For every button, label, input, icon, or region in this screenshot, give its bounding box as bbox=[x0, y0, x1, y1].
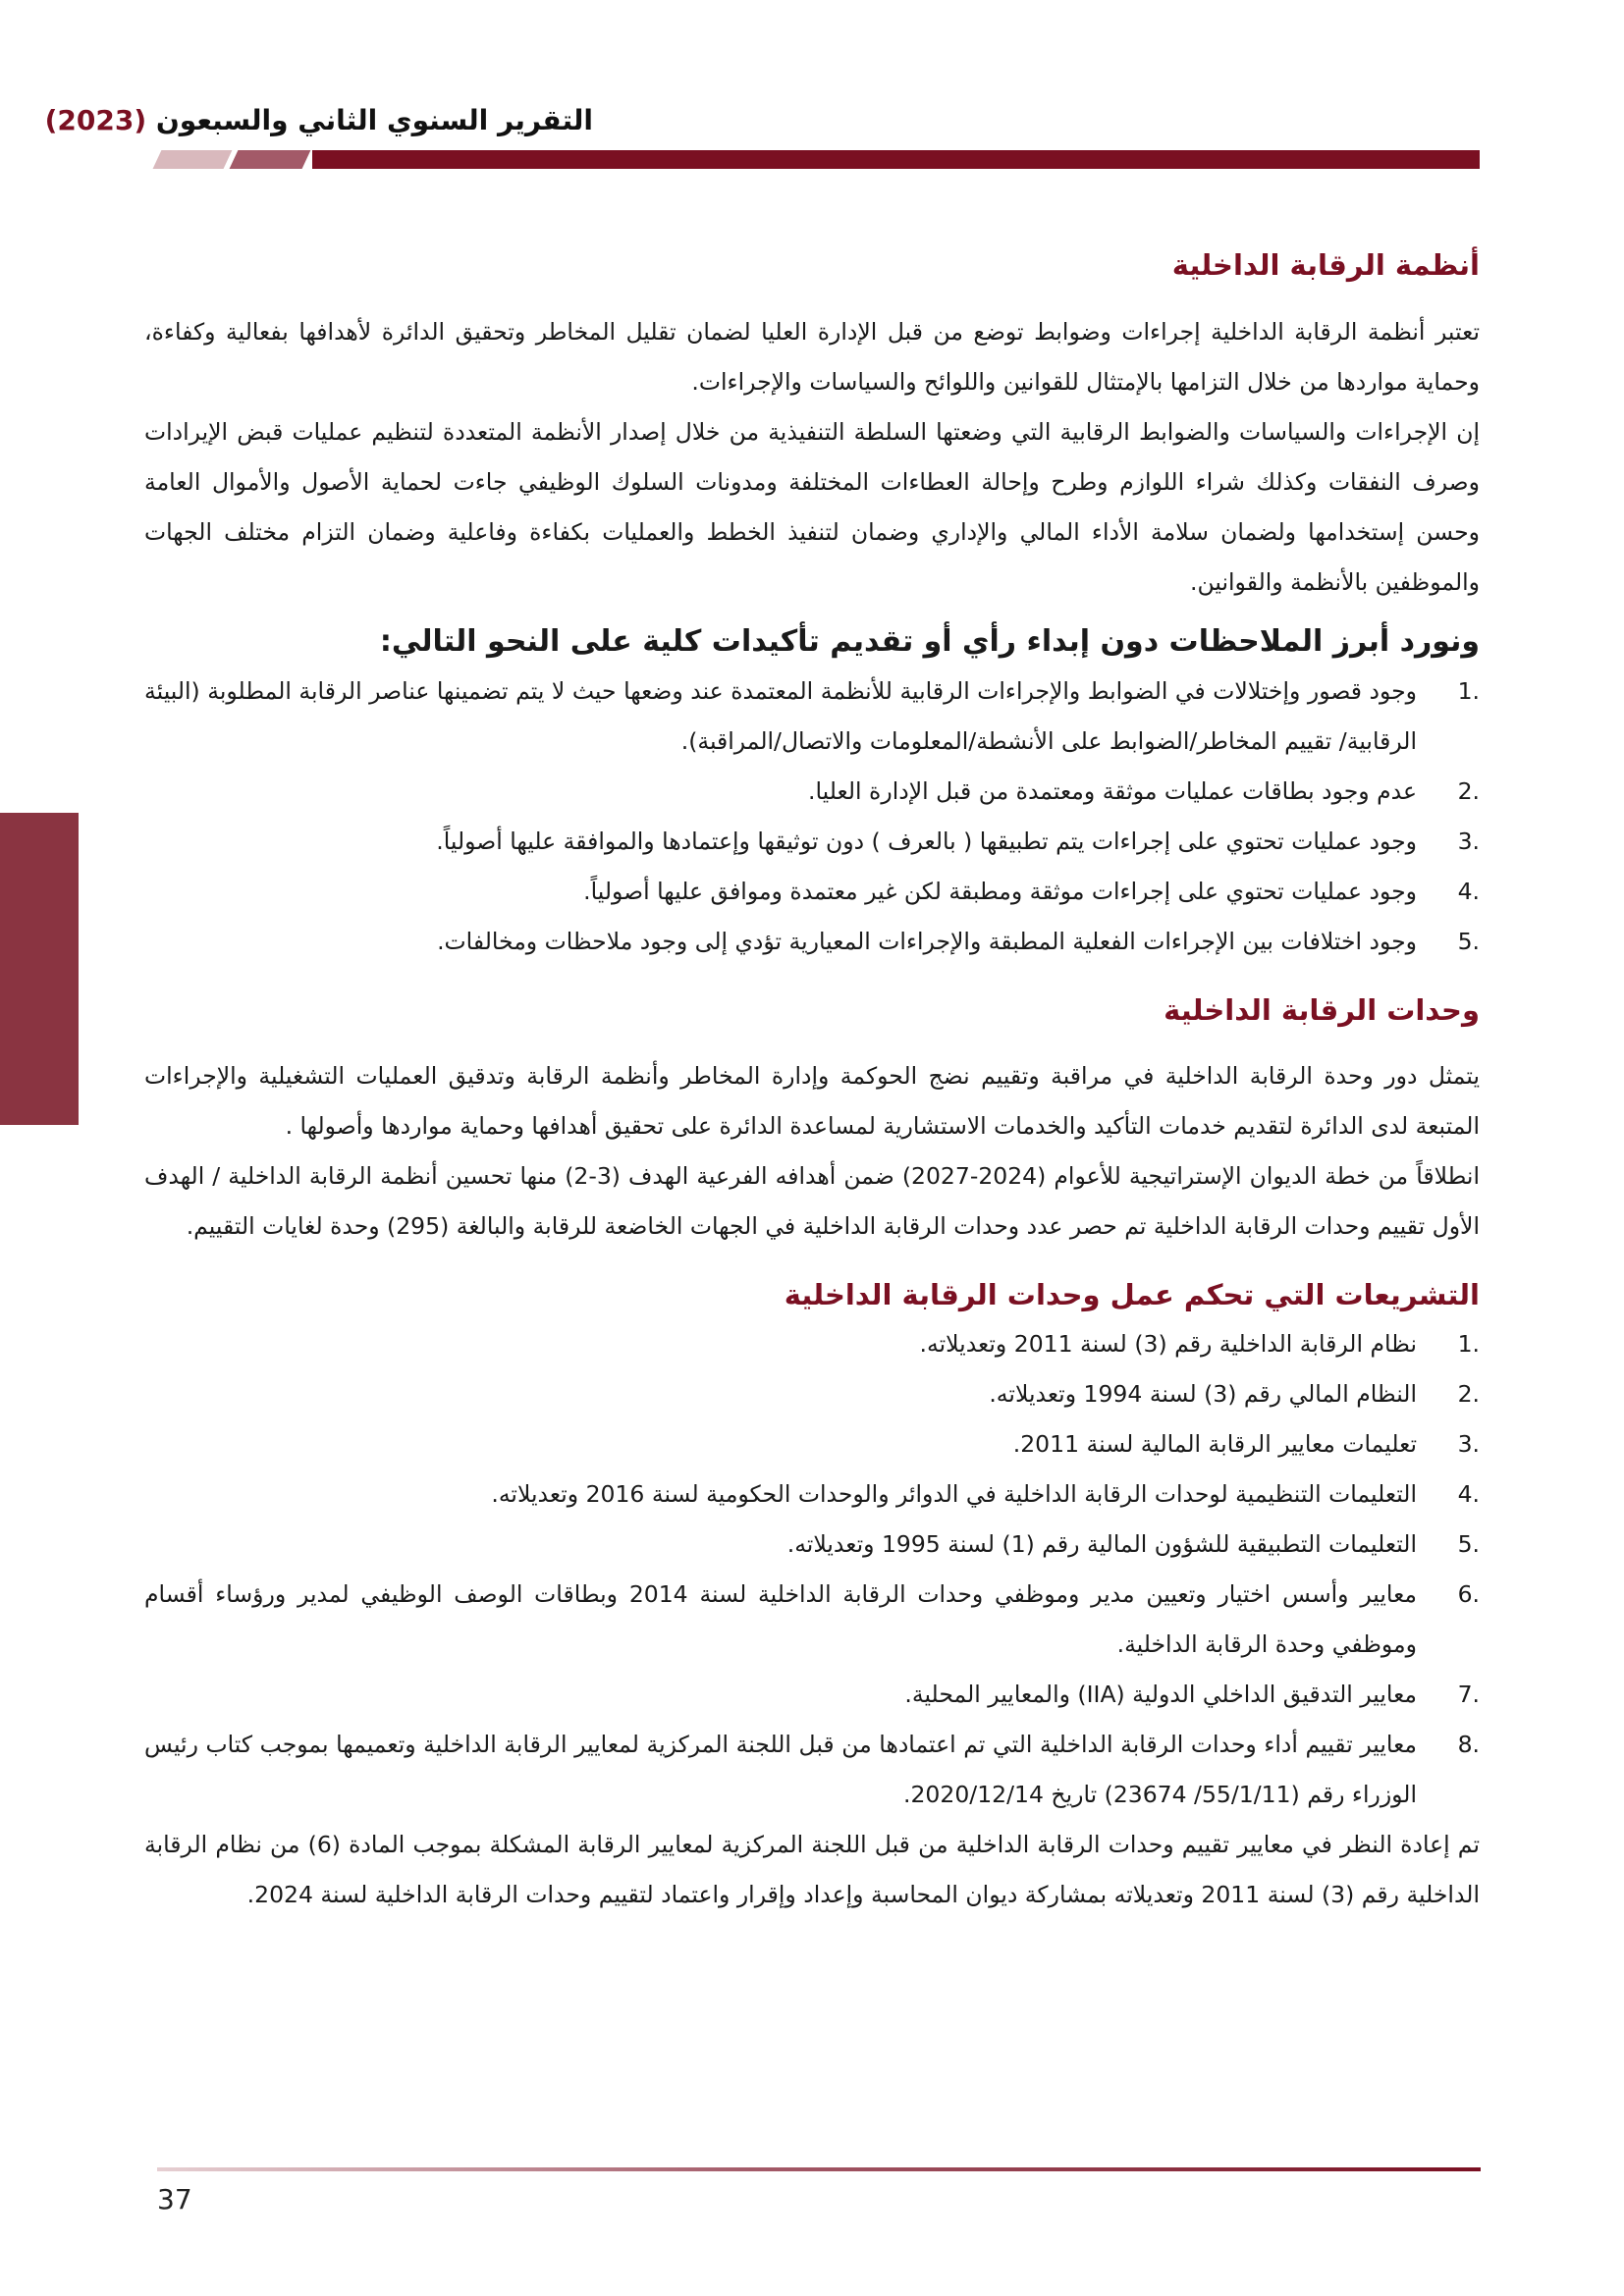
section-heading-internal-control-units: وحدات الرقابة الداخلية bbox=[1164, 992, 1480, 1027]
list-item-text: وجود قصور وإختلالات في الضوابط والإجراءات الرقابية للأنظمة المعتمدة عند وضعها حيث لا يتم تضمينها عناصر الرقابة المطلوبة (البيئة الرقابية/ تقييم المخاطر/الضوابط على الأنشطة/المعلومات والاتصال/المراقبة). bbox=[144, 676, 1417, 755]
list-item-text: عدم وجود بطاقات عمليات موثقة ومعتمدة من قبل الإدارة العليا. bbox=[808, 776, 1417, 805]
list-item-number: 5. bbox=[1457, 927, 1480, 955]
list-item bbox=[144, 667, 1480, 767]
main-content bbox=[144, 245, 1480, 1920]
list-item bbox=[144, 1419, 1480, 1469]
header-bar-light bbox=[153, 150, 233, 169]
list-item-number: 5. bbox=[1457, 1529, 1480, 1558]
list-item-number: 6. bbox=[1457, 1579, 1480, 1608]
report-year: (2023) bbox=[44, 104, 147, 136]
list-item-text: تعليمات معايير الرقابة المالية لسنة 2011. bbox=[1012, 1429, 1417, 1458]
list-item-text: وجود عمليات تحتوي على إجراءات موثقة ومطبقة لكن غير معتمدة وموافق عليها أصولياً. bbox=[583, 877, 1417, 905]
list-item-number: 4. bbox=[1457, 877, 1480, 905]
list-item bbox=[144, 1720, 1480, 1820]
list-item-number: 7. bbox=[1457, 1680, 1480, 1708]
paragraph: إن الإجراءات والسياسات والضوابط الرقابية التي وضعتها السلطة التنفيذية من خلال إصدار الأنظمة المتعددة لتنظيم عمليات قبض الإيرادات وصرف النفقات وكذلك شراء اللوازم وطرح وإحالة العطاءات المختلفة ومدونات السلوك الوظيفي جاءت لحماية الأصول والأموال العامة وحسن إستخدامها ولضمان سلامة الأداء المالي والإداري وضمان لتنفيذ الخطط والعمليات بكفاءة وفاعلية وضمان التزام مختلف الجهات والموظفين بالأنظمة والقوانين. bbox=[144, 417, 1480, 596]
section-heading-observations: ونورد أبرز الملاحظات دون إبداء رأي أو تقديم تأكيدات كلية على النحو التالي: bbox=[379, 623, 1480, 659]
paragraph: انطلاقاً من خطة الديوان الإستراتيجية للأعوام (2024-2027) ضمن أهدافه الفرعية الهدف (3-2) منها تحسين أنظمة الرقابة الداخلية / الهدف الأول تقييم وحدات الرقابة الداخلية تم حصر عدد وحدات الرقابة الداخلية في الجهات الخاضعة للرقابة والبالغة (295) وحدة لغايات التقييم. bbox=[144, 1162, 1480, 1241]
paragraph: يتمثل دور وحدة الرقابة الداخلية في مراقبة وتقييم نضج الحوكمة وإدارة المخاطر وأنظمة الرقابة وتدقيق العمليات التشغيلية والإجراءات المتبعة لدى الدائرة لتقديم خدمات التأكيد والخدمات الاستشارية لمساعدة الدائرة على تحقيق أهدافها وحماية مواردها وأصولها . bbox=[144, 1062, 1480, 1141]
list-item-text: التعليمات التنظيمية لوحدات الرقابة الداخلية في الدوائر والوحدات الحكومية لسنة 2016 وتعديلاته. bbox=[491, 1479, 1417, 1508]
paragraph: تم إعادة النظر في معايير تقييم وحدات الرقابة الداخلية من قبل اللجنة المركزية لمعايير الرقابة المشكلة بموجب المادة (6) من نظام الرقابة الداخلية رقم (3) لسنة 2011 وتعديلاته بمشاركة ديوان المحاسبة وإعداد وإقرار واعتماد لتقييم وحدات الرقابة الداخلية لسنة 2024. bbox=[144, 1830, 1480, 1908]
list-item-text: معايير تقييم أداء وحدات الرقابة الداخلية التي تم اعتمادها من قبل اللجنة المركزية لمعايير الرقابة الداخلية وتعميمها بموجب كتاب رئيس الوزراء رقم (55/1/11/ 23674) تاريخ 2020/12/14. bbox=[144, 1730, 1417, 1808]
list-item bbox=[144, 1319, 1480, 1369]
footer-divider bbox=[157, 2167, 1481, 2171]
list-item-text: النظام المالي رقم (3) لسنة 1994 وتعديلاته. bbox=[989, 1379, 1417, 1408]
section-heading-internal-control-systems: أنظمة الرقابة الداخلية bbox=[1171, 248, 1480, 282]
list-item-number: 3. bbox=[1457, 827, 1480, 855]
list-item-number: 1. bbox=[1457, 1329, 1480, 1358]
list-item bbox=[144, 1570, 1480, 1670]
list-item-number: 8. bbox=[1457, 1730, 1480, 1758]
page-number: 37 bbox=[157, 2183, 192, 2216]
header-bar-medium bbox=[230, 150, 311, 169]
list-item-text: معايير وأسس اختيار وتعيين مدير وموظفي وحدات الرقابة الداخلية لسنة 2014 وبطاقات الوصف الوظيفي لمدير ورؤساء أقسام وموظفي وحدة الرقابة الداخلية. bbox=[144, 1579, 1417, 1658]
list-item-number: 3. bbox=[1457, 1429, 1480, 1458]
list-item bbox=[144, 1369, 1480, 1419]
list-item-number: 2. bbox=[1457, 776, 1480, 805]
header-bar bbox=[312, 150, 1480, 169]
list-item-number: 4. bbox=[1457, 1479, 1480, 1508]
list-item-number: 2. bbox=[1457, 1379, 1480, 1408]
paragraph: تعتبر أنظمة الرقابة الداخلية إجراءات وضوابط توضع من قبل الإدارة العليا لضمان تقليل المخاطر وتحقيق الدائرة لأهدافها بفعالية وكفاءة، وحماية مواردها من خلال التزامها بالإمتثال للقوانين واللوائح والسياسات والإجراءات. bbox=[144, 317, 1480, 396]
list-item bbox=[144, 1520, 1480, 1570]
list-item bbox=[144, 1670, 1480, 1720]
list-item bbox=[144, 817, 1480, 867]
list-item bbox=[144, 867, 1480, 917]
list-item-text: وجود عمليات تحتوي على إجراءات يتم تطبيقها ( بالعرف ) دون توثيقها وإعتمادها والموافقة عليها أصولياً. bbox=[436, 827, 1417, 855]
list-item bbox=[144, 767, 1480, 817]
list-item-text: نظام الرقابة الداخلية رقم (3) لسنة 2011 وتعديلاته. bbox=[919, 1329, 1417, 1358]
section-heading-legislation: التشريعات التي تحكم عمل وحدات الرقابة الداخلية bbox=[784, 1278, 1480, 1312]
list-item bbox=[144, 917, 1480, 967]
report-title-text: التقرير السنوي الثاني والسبعون bbox=[155, 104, 593, 136]
side-tab-decoration bbox=[0, 813, 79, 1125]
observations-list bbox=[144, 667, 1480, 967]
list-item-text: معايير التدقيق الداخلي الدولية (IIA) والمعايير المحلية. bbox=[904, 1680, 1417, 1708]
list-item-text: التعليمات التطبيقية للشؤون المالية رقم (1) لسنة 1995 وتعديلاته. bbox=[786, 1529, 1417, 1558]
list-item-number: 1. bbox=[1457, 676, 1480, 705]
list-item bbox=[144, 1469, 1480, 1520]
list-item-text: وجود اختلافات بين الإجراءات الفعلية المطبقة والإجراءات المعيارية تؤدي إلى وجود ملاحظات ومخالفات. bbox=[437, 927, 1417, 955]
legislation-list bbox=[144, 1319, 1480, 1820]
report-title bbox=[44, 104, 593, 136]
